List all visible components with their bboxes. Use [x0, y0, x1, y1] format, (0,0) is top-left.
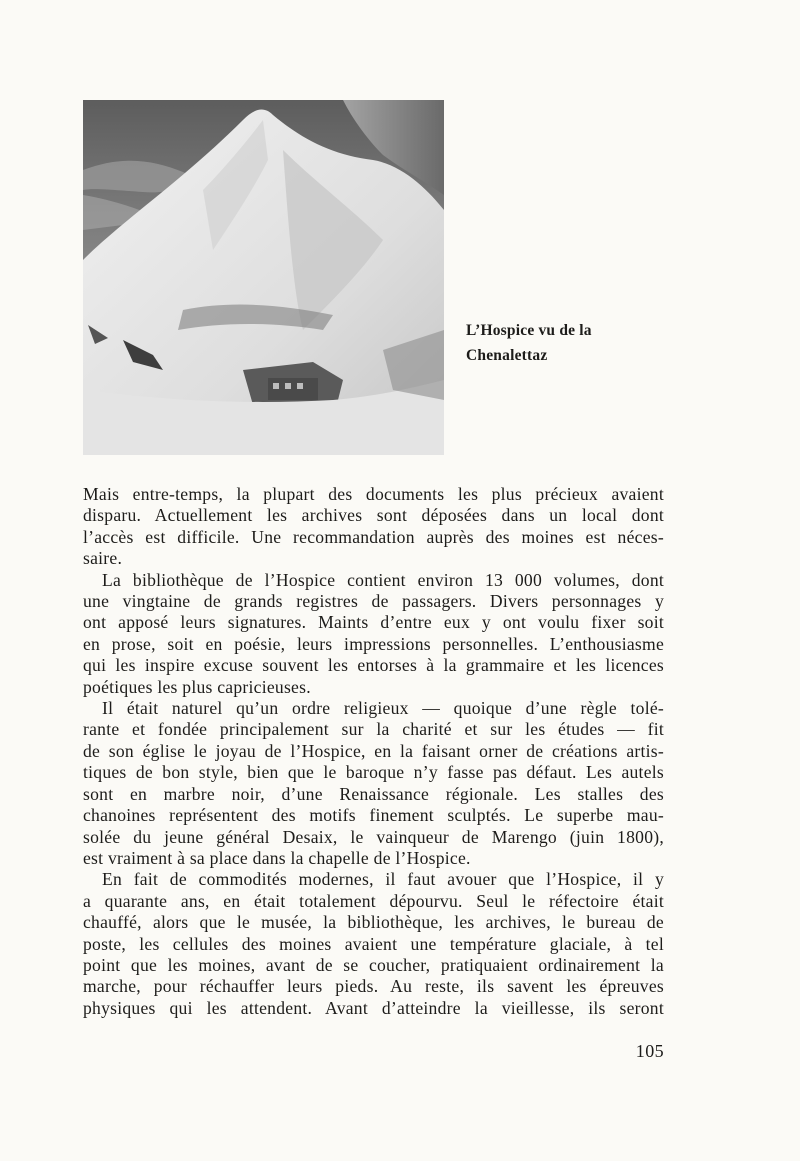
text-line: rante et fondée principalement sur la charité et sur les études — fit	[83, 719, 664, 740]
mountain-photo-illustration	[83, 100, 444, 455]
text-line: marche, pour réchauffer leurs pieds. Au reste, ils savent les épreuves	[83, 976, 664, 997]
text-line: poétiques les plus capricieuses.	[83, 676, 311, 697]
paragraph-3	[83, 698, 664, 869]
text-line: poste, les cellules des moines avaient une température glaciale, à tel	[83, 933, 664, 954]
text-line: point que les moines, avant de se coucher, pratiquaient ordinairement la	[83, 954, 664, 975]
text-line: est vraiment à sa place dans la chapelle de l’Hospice.	[83, 847, 471, 868]
text-line: ont apposé leurs signatures. Maints d’entre eux y ont voulu fixer soit	[83, 612, 664, 633]
caption-line-1: L’Hospice vu de la	[466, 322, 592, 339]
text-line: a quarante ans, en était totalement dépourvu. Seul le réfectoire était	[83, 890, 664, 911]
mountain-photo	[83, 100, 444, 455]
caption-line-2: Chenalettaz	[466, 347, 548, 364]
figure-caption	[466, 318, 666, 368]
text-line: de son église le joyau de l’Hospice, en la faisant orner de créations artis-	[83, 740, 664, 761]
body-text	[83, 484, 664, 1019]
text-line: Il était naturel qu’un ordre religieux — quoique d’une règle tolé-	[102, 698, 664, 719]
text-line: une vingtaine de grands registres de passagers. Divers personnages y	[83, 591, 664, 612]
text-line: chauffé, alors que le musée, la bibliothèque, les archives, le bureau de	[83, 912, 664, 933]
text-line: tiques de bon style, bien que le baroque n’y fasse pas défaut. Les autels	[83, 762, 664, 783]
text-line: La bibliothèque de l’Hospice contient environ 13 000 volumes, dont	[102, 569, 664, 590]
text-line: en prose, soit en poésie, leurs impressions personnelles. L’enthousiasme	[83, 633, 664, 654]
paragraph-4	[83, 869, 664, 1019]
page-number: 105	[635, 1041, 664, 1061]
text-line: solée du jeune général Desaix, le vainqueur de Marengo (juin 1800),	[83, 826, 664, 847]
text-line: chanoines représentent des motifs finement sculptés. Le superbe mau-	[83, 805, 664, 826]
paragraph-2	[83, 570, 664, 698]
text-line: Mais entre-temps, la plupart des documents les plus précieux avaient	[83, 484, 664, 504]
text-line: l’accès est difficile. Une recommandation auprès des moines est néces-	[83, 526, 664, 547]
text-line: sont en marbre noir, d’une Renaissance régionale. Les stalles des	[83, 783, 664, 804]
text-line: En fait de commodités modernes, il faut avouer que l’Hospice, il y	[102, 869, 664, 890]
text-line: qui les inspire excuse souvent les entorses à la grammaire et les licences	[83, 655, 664, 676]
text-line: physiques qui les attendent. Avant d’atteindre la vieillesse, ils seront	[83, 997, 664, 1018]
text-line: saire.	[83, 548, 123, 569]
text-line: disparu. Actuellement les archives sont déposées dans un local dont	[83, 505, 664, 526]
paragraph-1	[83, 484, 664, 570]
